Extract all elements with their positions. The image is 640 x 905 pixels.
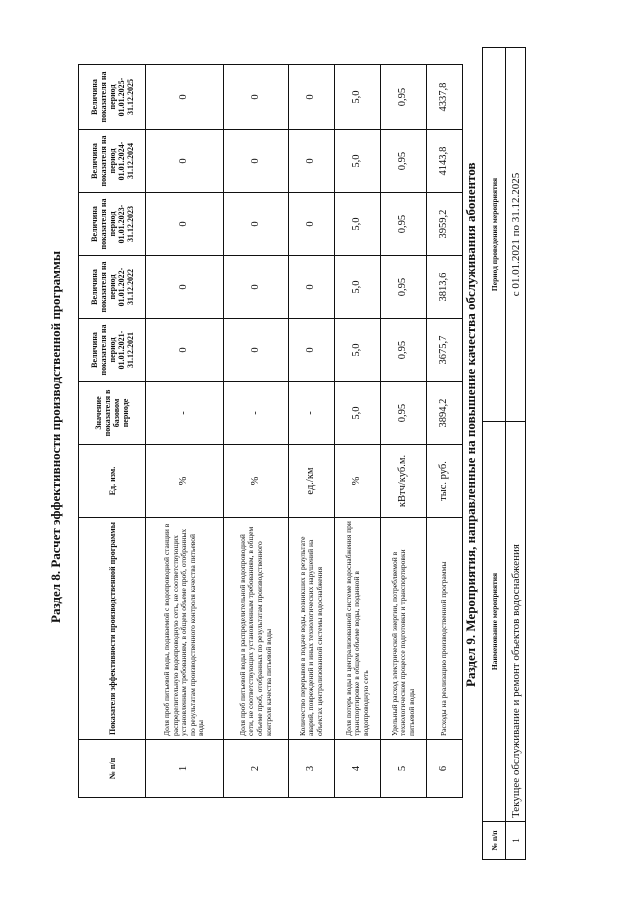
row-2021: 0 (289, 319, 335, 382)
row-2022: 5,0 (335, 256, 381, 319)
header-2021: Величина показателя на период 01.01.2021-31.12.2021 (79, 319, 146, 382)
row-2025: 5,0 (335, 65, 381, 130)
row-unit: ед./км (289, 445, 335, 518)
row-unit: % (335, 445, 381, 518)
row-unit: кВтч/куб.м. (381, 445, 427, 518)
row-num: 1 (506, 822, 526, 860)
row-2024: 0 (289, 130, 335, 193)
row-indicator: Расходы на реализацию производственной программы (427, 518, 463, 740)
measures-table (482, 47, 526, 860)
table-row (224, 65, 289, 798)
row-num: 4 (335, 740, 381, 798)
row-2023: 0 (289, 193, 335, 256)
header-2024: Величина показателя на период 01.01.2024-31.12.2024 (79, 130, 146, 193)
row-2024: 0 (146, 130, 224, 193)
table-row (381, 65, 427, 798)
row-2022: 0 (289, 256, 335, 319)
row-2025: 0 (224, 65, 289, 130)
row-2024: 4143,8 (427, 130, 463, 193)
row-unit: тыс. руб. (427, 445, 463, 518)
row-2024: 0,95 (381, 130, 427, 193)
table-row (427, 65, 463, 798)
row-base: 0,95 (381, 382, 427, 445)
row-base: - (289, 382, 335, 445)
row-2023: 0,95 (381, 193, 427, 256)
section-8-title: Раздел 8. Расчет эффективности производственной программы (48, 250, 63, 623)
row-2022: 0 (224, 256, 289, 319)
row-unit: % (224, 445, 289, 518)
row-base: - (146, 382, 224, 445)
row-indicator: Удельный расход электрической энергии, потребляемой в технологическом процессе подготовки и транспортировки питьевой воды (381, 518, 427, 740)
header-num: № п/п (483, 822, 506, 860)
row-num: 2 (224, 740, 289, 798)
row-2024: 0 (224, 130, 289, 193)
row-indicator: Доля проб питьевой воды в распределительной водопроводной сети, не соответствующих установленным требованиям, в общем объеме проб, отобранных по результатам производственного контроля качества питьевой воды (224, 518, 289, 740)
row-num: 5 (381, 740, 427, 798)
header-2023: Величина показателя на период 01.01.2023-31.12.2023 (79, 193, 146, 256)
section-9-title: Раздел 9. Мероприятия, направленные на повышение качества обслуживания абонентов (463, 162, 478, 687)
row-2022: 0,95 (381, 256, 427, 319)
row-base: 5,0 (335, 382, 381, 445)
table-header-row (483, 48, 506, 860)
row-base: - (224, 382, 289, 445)
header-indicator: Показатели эффективности производственной программы (79, 518, 146, 740)
row-measure: Текущее обслуживание и ремонт объектов водоснабжения (506, 422, 526, 822)
header-base: Значение показателя в базовом периоде (79, 382, 146, 445)
row-2025: 0 (289, 65, 335, 130)
row-2021: 0,95 (381, 319, 427, 382)
header-unit: Ед. изм. (79, 445, 146, 518)
row-unit: % (146, 445, 224, 518)
row-2025: 0,95 (381, 65, 427, 130)
row-2022: 3813,6 (427, 256, 463, 319)
header-num: № п/п (79, 740, 146, 798)
table-row (506, 48, 526, 860)
row-2021: 0 (224, 319, 289, 382)
row-2021: 3675,7 (427, 319, 463, 382)
header-measure: Наименование мероприятия (483, 422, 506, 822)
row-2023: 5,0 (335, 193, 381, 256)
row-2021: 5,0 (335, 319, 381, 382)
table-header-row (79, 65, 146, 798)
table-row (289, 65, 335, 798)
row-indicator: Доля потерь воды в централизованной системе водоснабжения при транспортировке в общем объеме воды, поданной в водопроводную сеть (335, 518, 381, 740)
row-2025: 4337,8 (427, 65, 463, 130)
row-indicator: Доля проб питьевой воды, подаваемой с водопроводной станции в распределительную водопроводную сеть, не соответствующих установленным требованиям, в общем объеме проб, отобранных по результатам производственного контроля качества питьевой воды (146, 518, 224, 740)
row-num: 6 (427, 740, 463, 798)
row-num: 1 (146, 740, 224, 798)
row-num: 3 (289, 740, 335, 798)
row-2021: 0 (146, 319, 224, 382)
row-indicator: Количество перерывов в подаче воды, возникших в результате аварий, повреждений и иных технологических нарушений на объектах централизованной системы водоснабжения (289, 518, 335, 740)
row-2022: 0 (146, 256, 224, 319)
row-2023: 0 (224, 193, 289, 256)
row-2023: 3959,2 (427, 193, 463, 256)
table-row (335, 65, 381, 798)
header-period: Период проведения мероприятия (483, 48, 506, 422)
header-2022: Величина показателя на период 01.01.2022-31.12.2022 (79, 256, 146, 319)
table-row (146, 65, 224, 798)
row-2025: 0 (146, 65, 224, 130)
efficiency-table (78, 64, 463, 798)
row-2024: 5,0 (335, 130, 381, 193)
row-period: с 01.01.2021 по 31.12.2025 (506, 48, 526, 422)
header-2025: Величина показателя на период 01.01.2025-31.12.2025 (79, 65, 146, 130)
row-2023: 0 (146, 193, 224, 256)
row-base: 3894,2 (427, 382, 463, 445)
